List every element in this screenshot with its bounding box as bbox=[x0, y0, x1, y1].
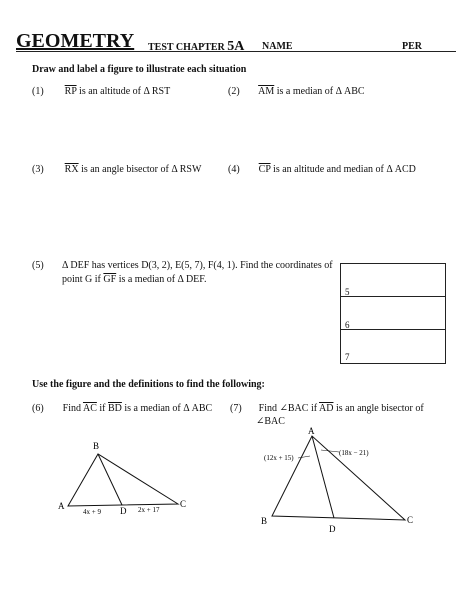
triangle-abc bbox=[68, 454, 178, 506]
problem-6-post: is a median of Δ ABC bbox=[124, 403, 213, 414]
per-label: PER bbox=[402, 41, 422, 52]
problem-7-segment: $\overline{AD}$ bbox=[319, 403, 334, 414]
problem-5-line1: Δ DEF has vertices D(3, 2), E(5, 7), F(4, 1). Find the coordinates of bbox=[62, 260, 333, 271]
problem-7-post: is an angle bisector of bbox=[335, 403, 424, 414]
problem-7-line2: ∠BAC bbox=[256, 416, 285, 427]
test-chapter-label bbox=[148, 39, 244, 55]
problem-3-text: is an angle bisector of Δ RSW bbox=[81, 164, 202, 175]
vertex-d-label: D bbox=[120, 506, 127, 516]
header-underline bbox=[16, 51, 456, 52]
problem-4-number: (4) bbox=[228, 164, 240, 175]
answer-label-6: 6 bbox=[345, 320, 350, 330]
vertex-d-label: D bbox=[329, 524, 336, 534]
vertex-a-label: A bbox=[58, 501, 65, 511]
problem-6-segment-2: $\overline{BD}$ bbox=[107, 403, 122, 414]
problem-6 bbox=[32, 403, 212, 414]
problem-4 bbox=[228, 164, 416, 175]
vertex-b-label: B bbox=[261, 516, 268, 526]
answer-label-7: 7 bbox=[345, 352, 350, 362]
problem-6-segment-1: $\overline{AC}$ bbox=[82, 403, 97, 414]
figure-6-triangle bbox=[50, 436, 200, 520]
problem-3-segment: $\overline{RX}$ bbox=[64, 164, 79, 175]
section1-instruction: Draw and label a figure to illustrate each situation bbox=[32, 64, 247, 75]
answer-row-divider bbox=[341, 296, 445, 297]
answer-label-5: 5 bbox=[345, 287, 350, 297]
vertex-c-label: C bbox=[407, 515, 414, 525]
angle-bad-pointer bbox=[298, 456, 310, 458]
problem-7 bbox=[230, 403, 424, 414]
problem-3-number: (3) bbox=[32, 164, 44, 175]
worksheet-title: GEOMETRY bbox=[16, 30, 135, 52]
segment-ad-label: 4x + 9 bbox=[83, 508, 101, 516]
bisector-ad bbox=[312, 436, 334, 518]
vertex-c-label: C bbox=[180, 499, 187, 509]
problem-3 bbox=[32, 164, 201, 175]
vertex-a-label: A bbox=[308, 426, 315, 436]
vertex-b-label: B bbox=[93, 441, 100, 451]
angle-dac-label: (18x − 21) bbox=[339, 449, 369, 457]
angle-bad-label: (12x + 15) bbox=[264, 454, 294, 462]
test-chapter-text: TEST CHAPTER bbox=[148, 42, 225, 53]
problem-6-mid: if bbox=[99, 403, 106, 414]
problem-1-text: is an altitude of Δ RST bbox=[79, 86, 171, 97]
problem-5-segment: $\overline{GF}$ bbox=[103, 274, 117, 285]
segment-dc-label: 2x + 17 bbox=[138, 506, 160, 514]
problem-2-number: (2) bbox=[228, 86, 240, 97]
problem-2 bbox=[228, 86, 365, 97]
problem-1 bbox=[32, 86, 170, 97]
problem-1-segment: $\overline{RP}$ bbox=[64, 86, 77, 97]
problem-6-number: (6) bbox=[32, 403, 44, 414]
problem-6-pre: Find bbox=[62, 403, 82, 414]
problem-1-number: (1) bbox=[32, 86, 44, 97]
problem-2-segment: $\overline{AM}$ bbox=[258, 86, 275, 97]
problem-2-text: is a median of Δ ABC bbox=[276, 86, 365, 97]
test-chapter-number: 5A bbox=[227, 39, 245, 54]
problem-5-line2-pre: point G if bbox=[62, 274, 101, 285]
problem-4-segment: $\overline{CP}$ bbox=[258, 164, 271, 175]
problem-5-number: (5) bbox=[32, 260, 44, 271]
name-label: NAME bbox=[262, 41, 293, 52]
problem-5-line2 bbox=[62, 274, 207, 285]
section2-instruction: Use the figure and the definitions to find the following: bbox=[32, 379, 265, 390]
problem-5-line2-post: is a median of Δ DEF. bbox=[118, 274, 207, 285]
problem-7-pre: Find ∠BAC if bbox=[258, 403, 318, 414]
problem-7-number: (7) bbox=[230, 403, 242, 414]
answer-row-divider bbox=[341, 329, 445, 330]
problem-4-text: is an altitude and median of Δ ACD bbox=[273, 164, 416, 175]
answer-box bbox=[340, 263, 446, 364]
figure-7-triangle bbox=[255, 424, 430, 536]
